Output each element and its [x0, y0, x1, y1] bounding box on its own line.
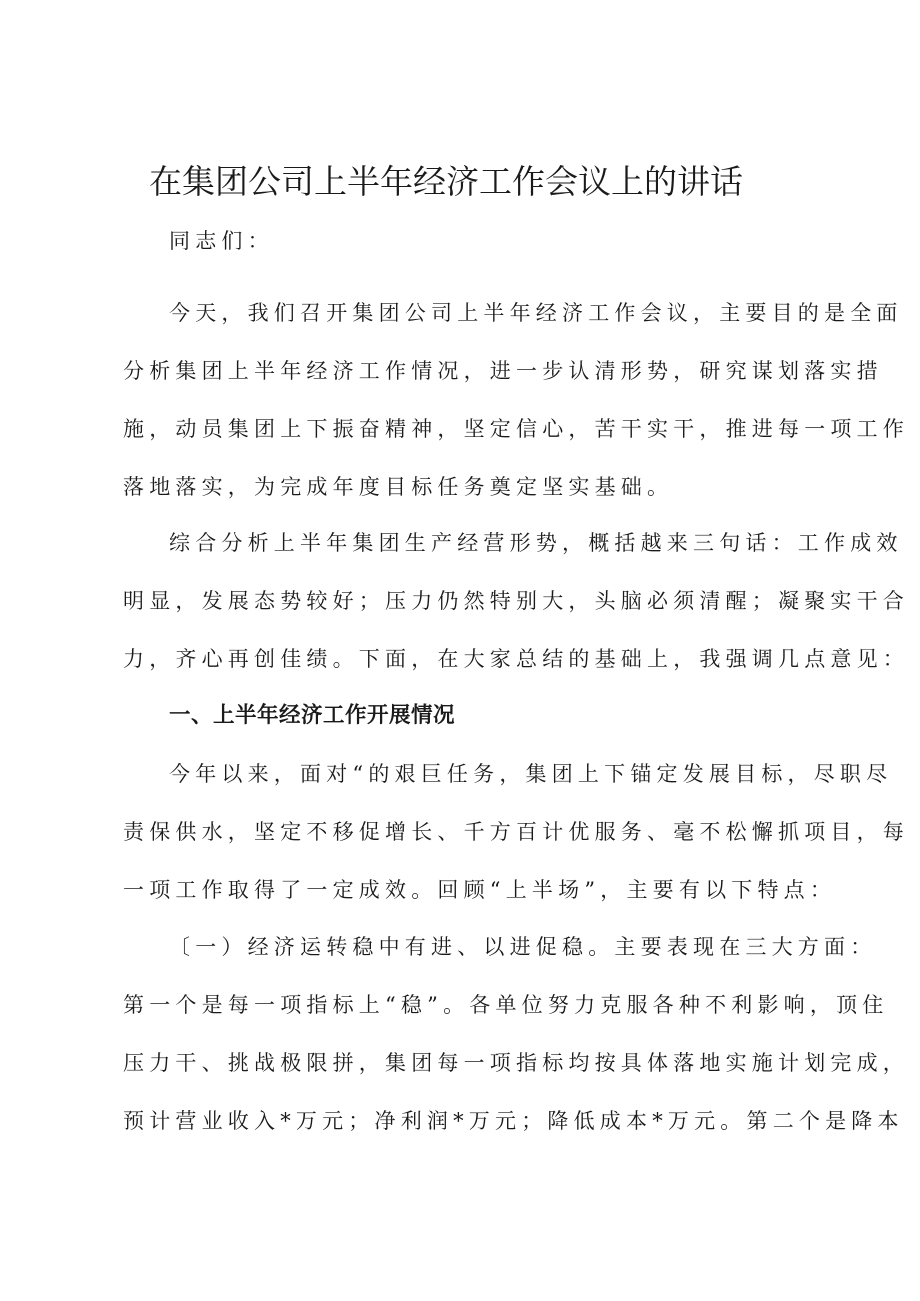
- paragraph-opening: [123, 284, 909, 516]
- section-heading: 一、上半年经济工作开展情况: [169, 703, 456, 728]
- paragraph-summary: [123, 514, 909, 688]
- paragraph-line: 责保供水，坚定不移促增长、千方百计优服务、毫不松懈抓项目，每: [123, 820, 909, 844]
- paragraph-line: 施，动员集团上下振奋精神，坚定信心，苦干实干，推进每一项工作: [123, 417, 909, 441]
- paragraph-line: 明显，发展态势较好；压力仍然特别大，头脑必须清醒；凝聚实干合: [123, 589, 909, 613]
- salutation: [123, 212, 818, 270]
- paragraph-line: 力，齐心再创佳绩。下面，在大家总结的基础上，我强调几点意见：: [123, 647, 909, 671]
- paragraph-line: 一项工作取得了一定成效。回顾“上半场”，主要有以下特点：: [123, 878, 837, 902]
- paragraph-line: 第一个是每一项指标上“稳”。各单位努力克服各种不利影响，顶住: [123, 993, 889, 1017]
- document-title: 在集团公司上半年经济工作会议上的讲话: [149, 162, 743, 201]
- paragraph-subsection-one: [123, 918, 909, 1150]
- paragraph-line: 今年以来，面对“的艰巨任务，集团上下锚定发展目标，尽职尽: [169, 762, 893, 786]
- paragraph-line: 预计营业收入*万元；净利润*万元；降低成本*万元。第二个是降本: [123, 1109, 904, 1133]
- paragraph-line: 落地落实，为完成年度目标任务奠定坚实基础。: [123, 475, 674, 499]
- paragraph-line: 今天，我们召开集团公司上半年经济工作会议，主要目的是全面: [169, 301, 903, 325]
- paragraph-line: 综合分析上半年集团生产经营形势，概括越来三句话：工作成效: [169, 531, 903, 555]
- paragraph-line: 〔一）经济运转稳中有进、以进促稳。主要表现在三大方面：: [169, 935, 877, 959]
- salutation-line: 同志们：: [169, 229, 274, 253]
- paragraph-review: [123, 745, 909, 919]
- paragraph-line: 分析集团上半年经济工作情况，进一步认清形势，研究谋划落实措: [123, 359, 883, 383]
- paragraph-line: 压力干、挑战极限拼，集团每一项指标均按具体落地实施计划完成，: [123, 1051, 909, 1075]
